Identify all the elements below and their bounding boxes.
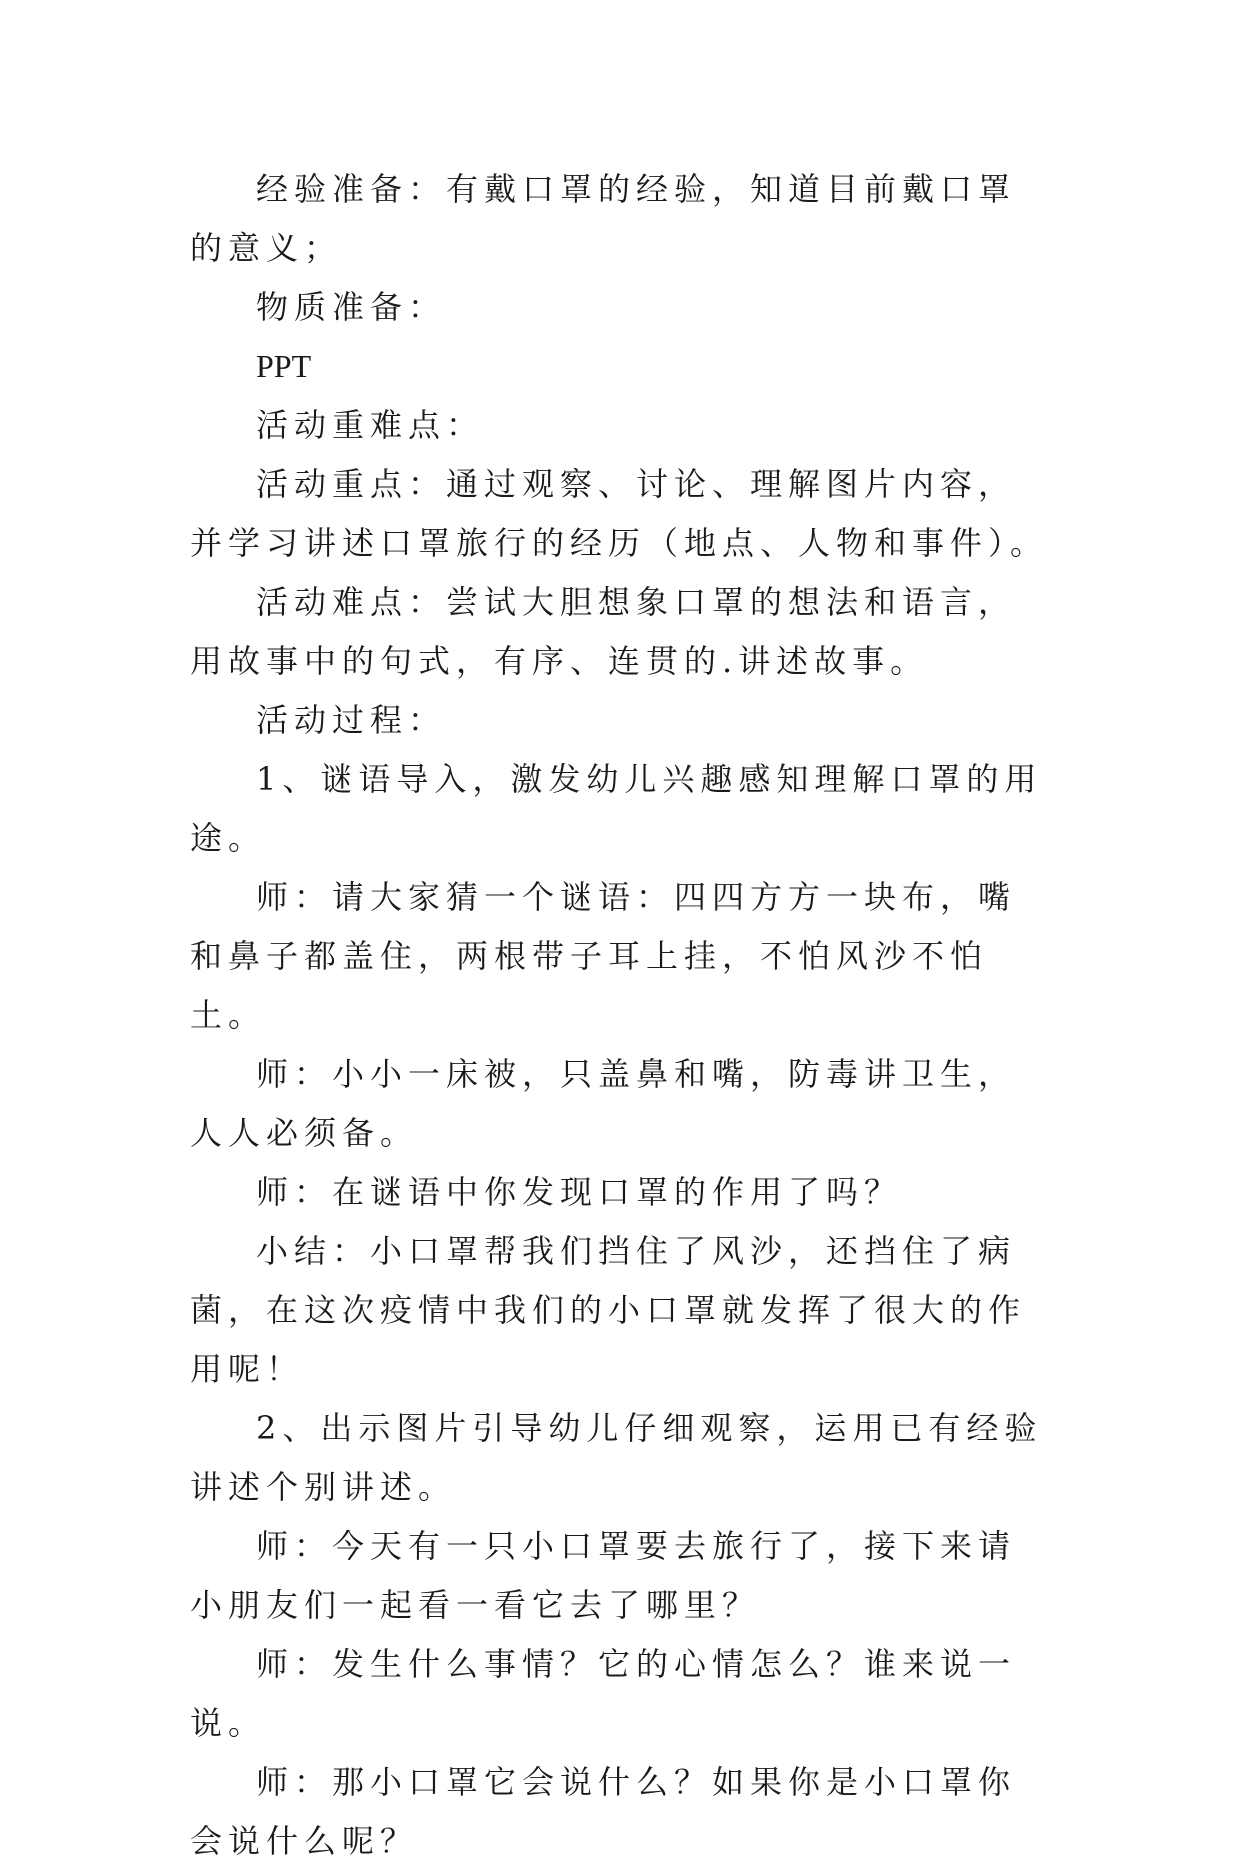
paragraph-step-1: 1、谜语导入，激发幼儿兴趣感知理解口罩的用途。 bbox=[190, 760, 1043, 857]
document-body bbox=[190, 160, 1050, 1871]
paragraph-difficult-points: 活动难点：尝试大胆想象口罩的想法和语言，用故事中的句式，有序、连贯的.讲述故事。 bbox=[190, 583, 1017, 680]
paragraph-key-difficult-heading: 活动重难点： bbox=[256, 406, 485, 444]
paragraph-step-2: 2、出示图片引导幼儿仔细观察，运用已有经验讲述个别讲述。 bbox=[190, 1409, 1043, 1506]
paragraph-ppt: PPT bbox=[256, 348, 312, 384]
paragraph-question-function: 师：在谜语中你发现口罩的作用了吗？ bbox=[256, 1173, 903, 1211]
paragraph-process-heading: 活动过程： bbox=[256, 701, 447, 739]
paragraph-teacher-what-say: 师：那小口罩它会说什么？如果你是小口罩你会说什么呢？ bbox=[190, 1763, 1017, 1860]
paragraph-teacher-what-happened: 师：发生什么事情？它的心情怎么？谁来说一说。 bbox=[190, 1645, 1017, 1742]
paragraph-experience-prep: 经验准备：有戴口罩的经验，知道目前戴口罩的意义； bbox=[190, 170, 1017, 267]
paragraph-summary: 小结：小口罩帮我们挡住了风沙，还挡住了病菌，在这次疫情中我们的小口罩就发挥了很大的作用呢！ bbox=[190, 1232, 1027, 1388]
paragraph-key-points: 活动重点：通过观察、讨论、理解图片内容，并学习讲述口罩旅行的经历（地点、人物和事件）。 bbox=[190, 465, 1049, 562]
paragraph-material-prep: 物质准备： bbox=[256, 288, 447, 326]
paragraph-riddle-2: 师：小小一床被，只盖鼻和嘴，防毒讲卫生，人人必须备。 bbox=[190, 1055, 1017, 1152]
paragraph-riddle-1: 师：请大家猜一个谜语：四四方方一块布，嘴和鼻子都盖住，两根带子耳上挂，不怕风沙不怕土。 bbox=[190, 878, 1017, 1034]
paragraph-teacher-travel: 师：今天有一只小口罩要去旅行了，接下来请小朋友们一起看一看它去了哪里？ bbox=[190, 1527, 1017, 1624]
